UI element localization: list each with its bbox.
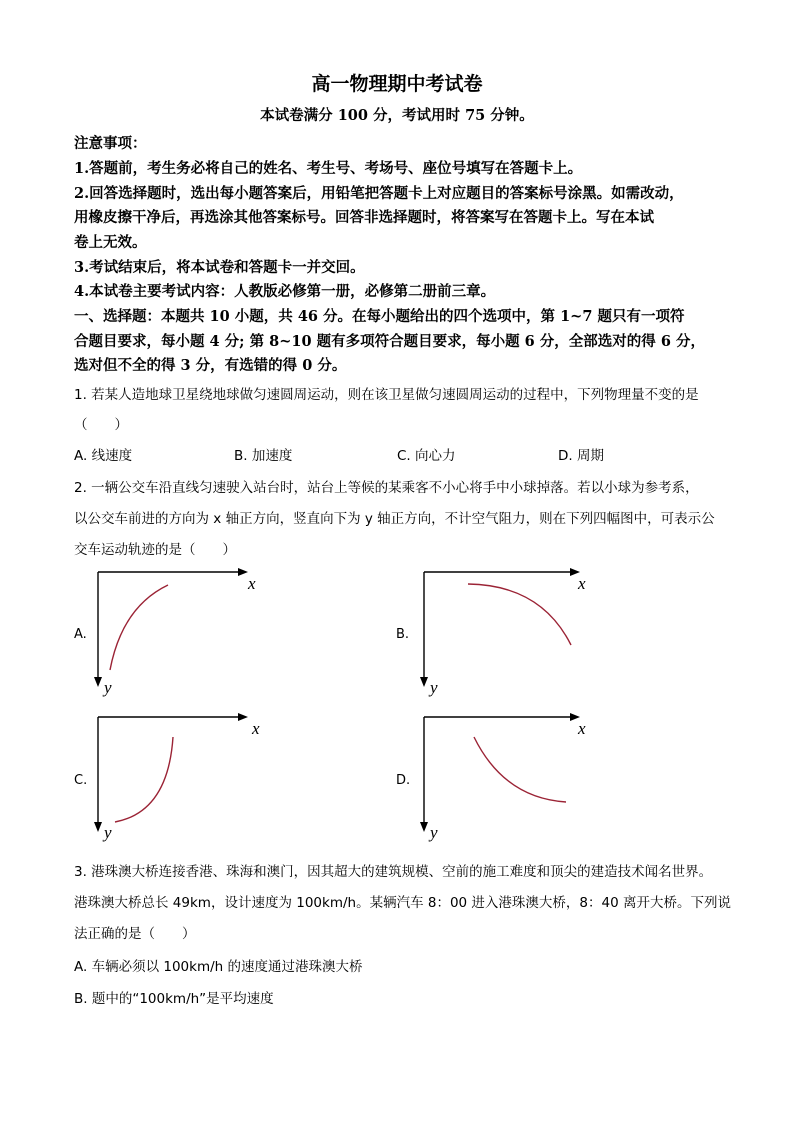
q3-option-a: A. 车辆必须以 100km/h 的速度通过港珠澳大桥 [74, 959, 363, 975]
q3-stem: 3. 港珠澳大桥连接香港、珠海和澳门，因其超大的建筑规模、空前的施工难度和顶尖的建造技术闻名世界。 [74, 864, 713, 880]
notice-line: 1.答题前，考生务必将自己的姓名、考生号、考场号、座位号填写在答题卡上。 [74, 160, 583, 177]
trajectory-curve [468, 584, 571, 645]
q1-stem: （ ） [74, 417, 128, 433]
q3-stem: 港珠澳大桥总长 49km，设计速度为 100km/h。某辆汽车 8：00 进入港珠澳大桥，8：40 离开大桥。下列说 [74, 895, 731, 911]
section-intro-line: 合题目要求，每小题 4 分; 第 8~10 题有多项符合题目要求，每小题 6 分，全部选对的得 6 分， [74, 333, 705, 350]
q2-stem: 2. 一辆公交车沿直线匀速驶入站台时，站台上等候的某乘客不小心将手中小球掉落。若以小球为参考系， [74, 480, 699, 496]
graph-c [90, 710, 280, 845]
q1-option-b: B. 加速度 [234, 448, 293, 464]
graph-a-label: A. [74, 627, 87, 642]
graph-d-label: D. [396, 773, 411, 788]
notice-line: 卷上无效。 [74, 234, 147, 251]
x-axis-label: x [578, 719, 586, 738]
q3-option-b: B. 题中的“100km/h”是平均速度 [74, 991, 274, 1007]
notice-heading: 注意事项： [74, 135, 147, 152]
x-axis-arrow [238, 713, 248, 721]
page-title: 高一物理期中考试卷 [311, 73, 483, 95]
trajectory-curve [110, 585, 168, 670]
q2-stem: 以公交车前进的方向为 x 轴正方向，竖直向下为 y 轴正方向，不计空气阻力，则在下列四幅图中，可表示公 [74, 511, 715, 527]
y-axis-arrow [420, 822, 428, 832]
graph-b [416, 565, 606, 700]
section-intro-line: 一、选择题：本题共 10 小题，共 46 分。在每小题给出的四个选项中，第 1~7 题只有一项符 [74, 308, 685, 325]
x-axis-arrow [238, 568, 248, 576]
x-axis-label: x [248, 574, 256, 593]
q3-stem: 法正确的是（ ） [74, 926, 196, 942]
graph-d [416, 710, 606, 845]
q1-option-a: A. 线速度 [74, 448, 133, 464]
trajectory-curve [115, 737, 173, 822]
y-axis-arrow [94, 822, 102, 832]
y-axis-arrow [420, 677, 428, 687]
q1-stem: 1. 若某人造地球卫星绕地球做匀速圆周运动，则在该卫星做匀速圆周运动的过程中，下列物理量不变的是 [74, 387, 699, 403]
q2-stem: 交车运动轨迹的是（ ） [74, 542, 236, 558]
y-axis-label: y [430, 823, 438, 842]
graph-b-label: B. [396, 627, 410, 642]
notice-line: 3.考试结束后，将本试卷和答题卡一并交回。 [74, 259, 365, 276]
section-intro-line: 选对但不全的得 3 分，有选错的得 0 分。 [74, 357, 347, 374]
q1-option-d: D. 周期 [558, 448, 604, 464]
y-axis-label: y [104, 678, 112, 697]
x-axis-label: x [252, 719, 260, 738]
notice-line: 2.回答选择题时，选出每小题答案后，用铅笔把答题卡上对应题目的答案标号涂黑。如需改动， [74, 185, 684, 202]
q1-option-c: C. 向心力 [397, 448, 456, 464]
trajectory-curve [474, 737, 566, 802]
notice-line: 4.本试卷主要考试内容：人教版必修第一册，必修第二册前三章。 [74, 283, 496, 300]
y-axis-arrow [94, 677, 102, 687]
exam-subtitle: 本试卷满分 100 分，考试用时 75 分钟。 [260, 107, 534, 124]
graph-c-label: C. [74, 773, 88, 788]
y-axis-label: y [430, 678, 438, 697]
notice-line: 用橡皮擦干净后，再选涂其他答案标号。回答非选择题时，将答案写在答题卡上。写在本试 [74, 209, 654, 226]
y-axis-label: y [104, 823, 112, 842]
graph-a [90, 565, 280, 700]
x-axis-label: x [578, 574, 586, 593]
